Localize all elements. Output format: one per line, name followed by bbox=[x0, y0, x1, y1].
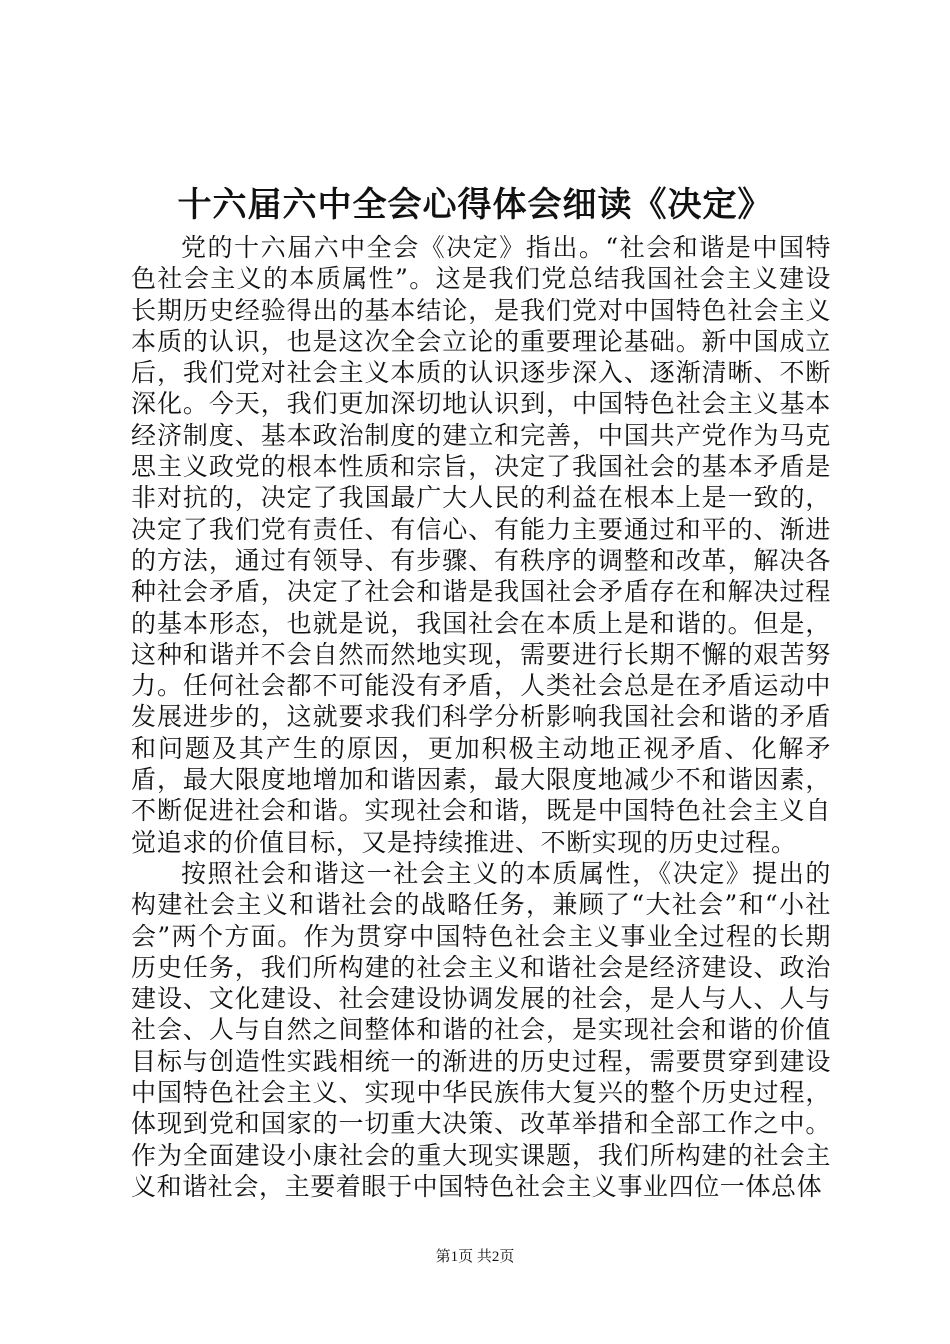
paragraph-2: 按照社会和谐这一社会主义的本质属性，《决定》提出的构建社会主义和谐社会的战略任务，兼顾了“大社会”和“小社会”两个方面。作为贯穿中国特色社会主义事业全过程的长期历史任务，我们所构建的社会主义和谐社会是经济建设、政治建设、文化建设、社会建设协调发展的社会，是人与人、人与社会、人与自然之间整体和谐的社会，是实现社会和谐的价值目标与创造性实践相统一的渐进的历史过程，需要贯穿到建设中国特色社会主义、实现中华民族伟大复兴的整个历史过程，体现到党和国家的一切重大决策、改革举措和全部工作之中。作为全面建设小康社会的重大现实课题，我们所构建的社会主义和谐社会，主要着眼于中国特色社会主义事业四位一体总体 bbox=[131, 858, 831, 1201]
page-footer: 第1页 共2页 bbox=[435, 1249, 515, 1265]
paragraph-1: 党的十六届六中全会《决定》指出。“社会和谐是中国特色社会主义的本质属性”。这是我们党总结我国社会主义建设长期历史经验得出的基本结论，是我们党对中国特色社会主义本质的认识，也是这次全会立论的重要理论基础。新中国成立后，我们党对社会主义本质的认识逐步深入、逐渐清晰、不断深化。今天，我们更加深切地认识到，中国特色社会主义基本经济制度、基本政治制度的建立和完善，中国共产党作为马克思主义政党的根本性质和宗旨，决定了我国社会的基本矛盾是非对抗的，决定了我国最广大人民的利益在根本上是一致的，决定了我们党有责任、有信心、有能力主要通过和平的、渐进的方法，通过有领导、有步骤、有秩序的调整和改革，解决各种社会矛盾，决定了社会和谐是我国社会矛盾存在和解决过程的基本形态，也就是说，我国社会在本质上是和谐的。但是，这种和谐并不会自然而然地实现，需要进行长期不懈的艰苦努力。任何社会都不可能没有矛盾，人类社会总是在矛盾运动中发展进步的，这就要求我们科学分析影响我国社会和谐的矛盾和问题及其产生的原因，更加积极主动地正视矛盾、化解矛盾，最大限度地增加和谐因素，最大限度地减少不和谐因素，不断促进社会和谐。实现社会和谐，既是中国特色社会主义自觉追求的价值目标，又是持续推进、不断实现的历史过程。 bbox=[131, 233, 831, 857]
document-body bbox=[131, 232, 831, 1202]
document-title: 十六届六中全会心得体会细读《决定》 bbox=[177, 185, 773, 225]
